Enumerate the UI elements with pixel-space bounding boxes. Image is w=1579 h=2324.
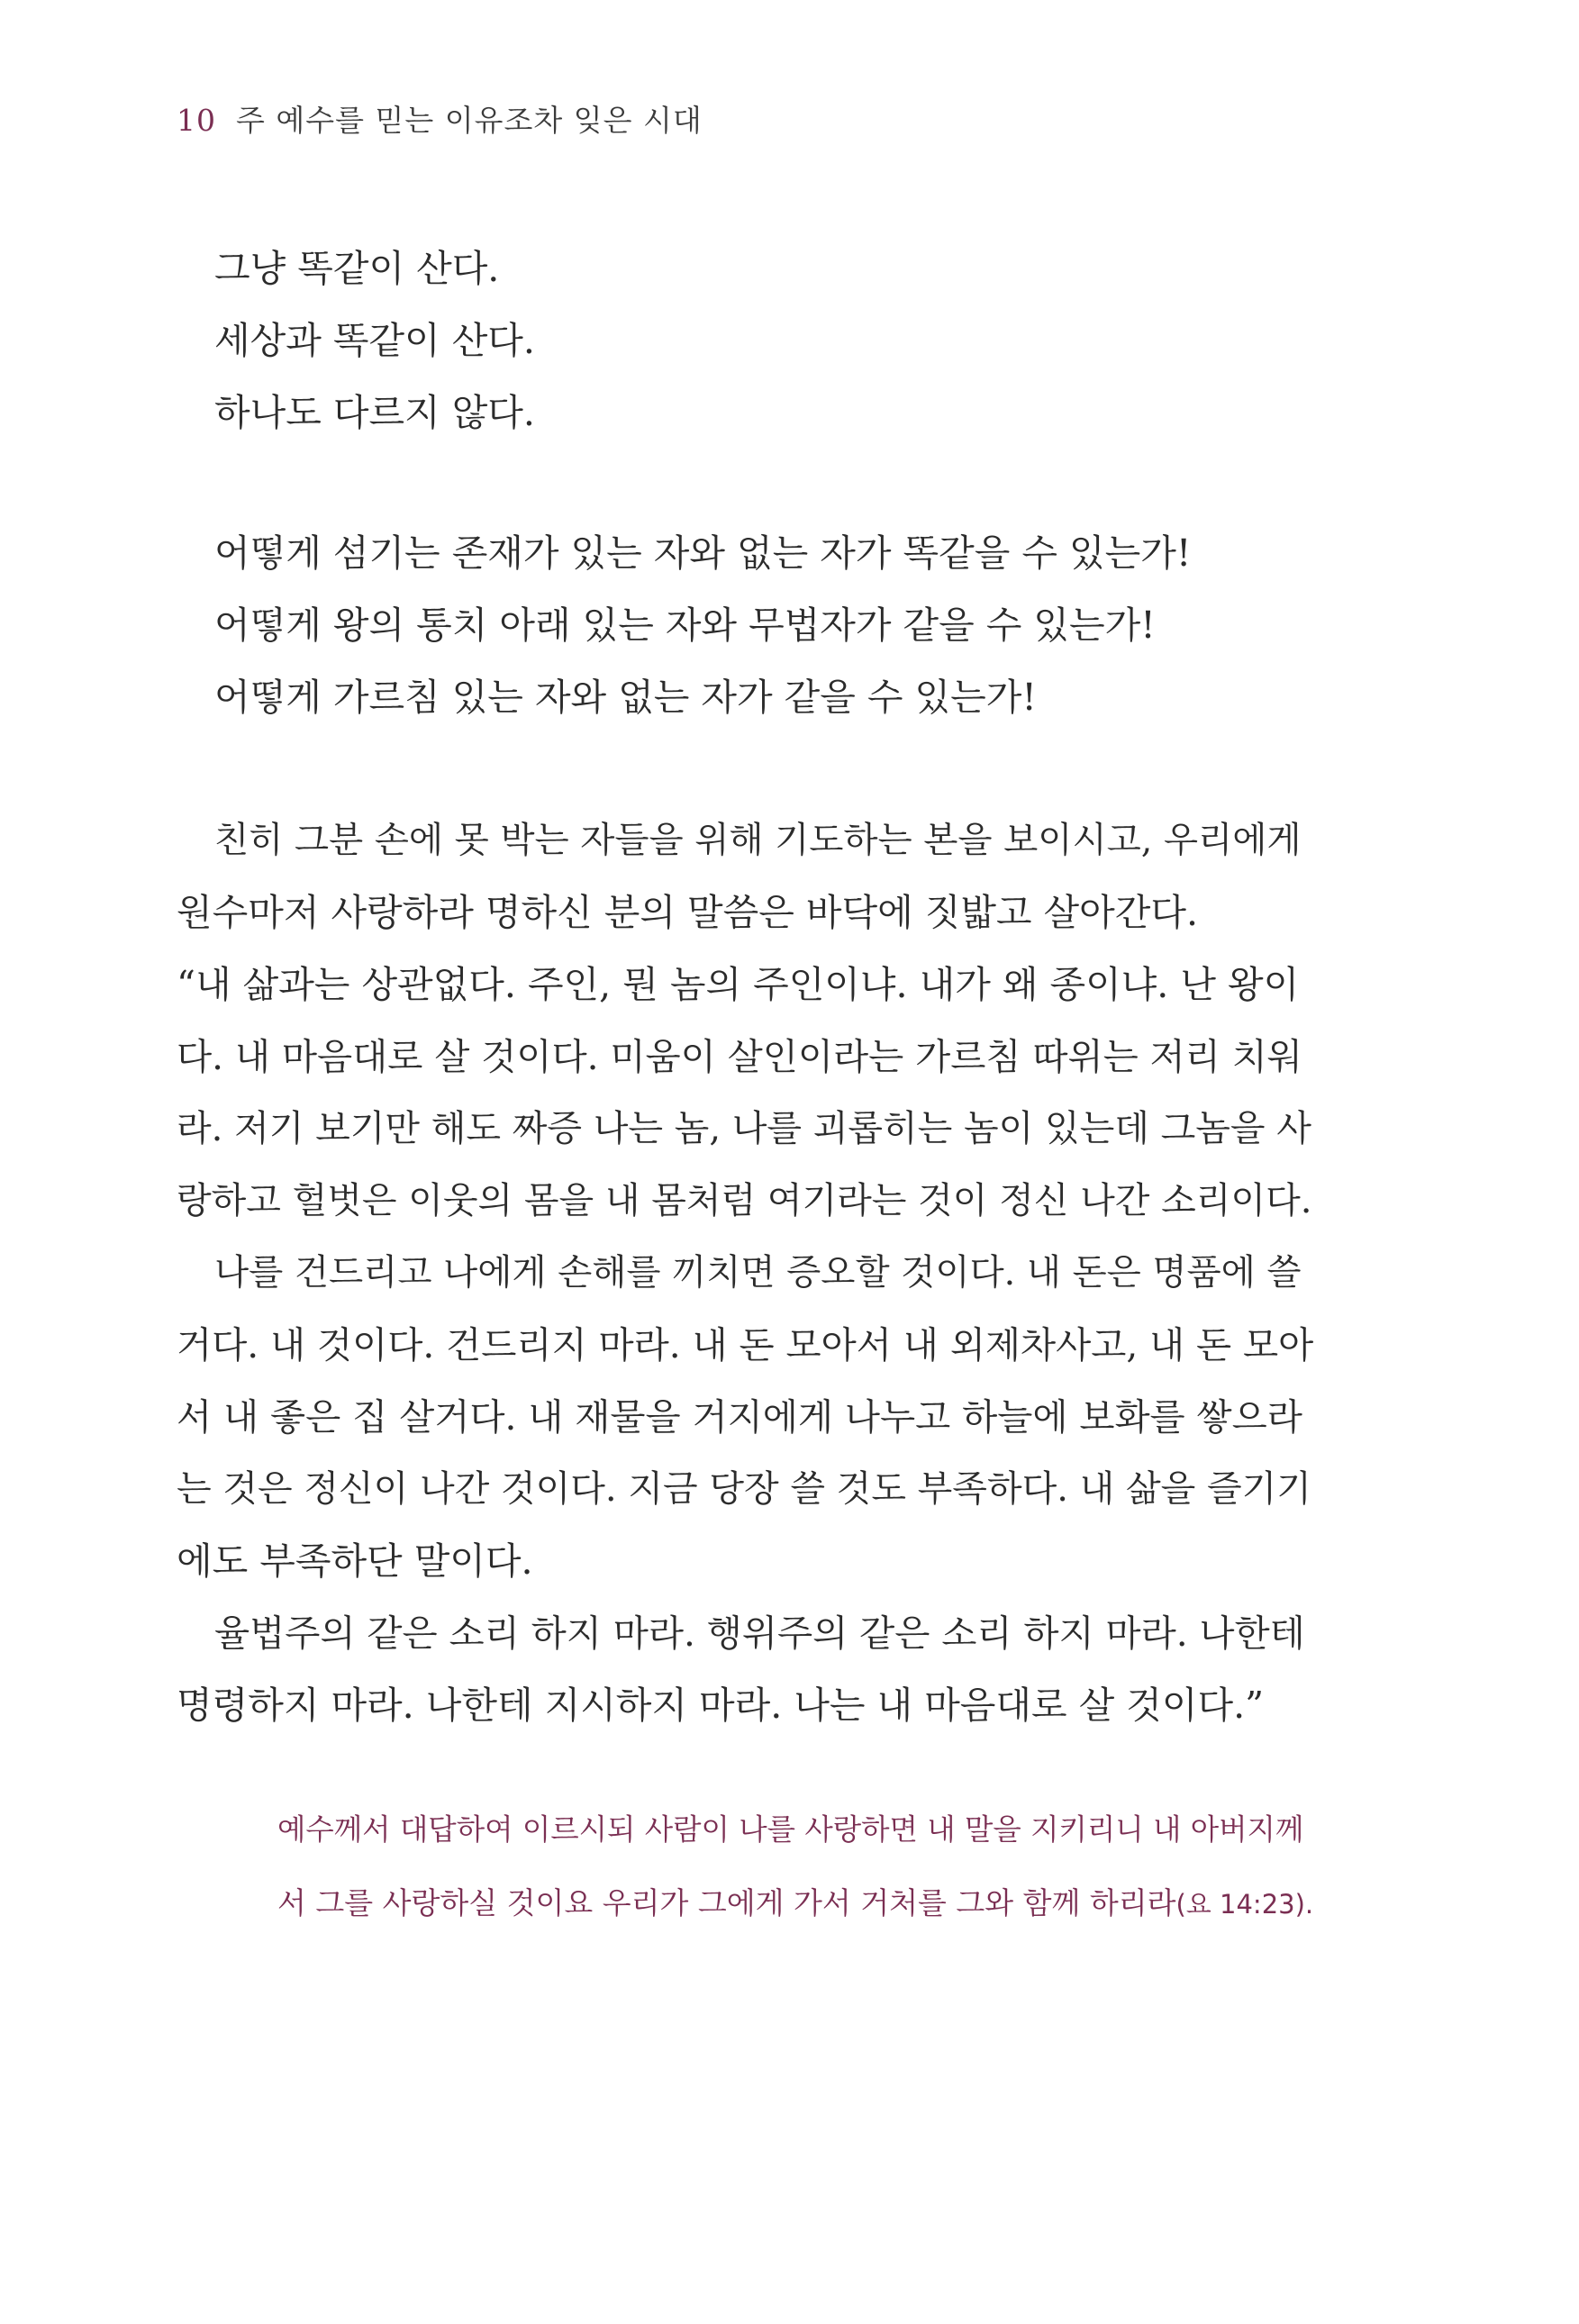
verse-line: 서 그를 사랑하실 것이요 우리가 그에게 가서 거처를 그와 함께 하리라 bbox=[277, 1885, 1176, 1920]
text-line: 다. 내 마음대로 살 것이다. 미움이 살인이라는 가르침 따위는 저리 치워 bbox=[177, 1035, 1302, 1078]
running-header bbox=[177, 97, 703, 140]
text-line: 친히 그분 손에 못 박는 자들을 위해 기도하는 본을 보이시고, 우리에게 bbox=[214, 820, 1302, 861]
body-paragraph bbox=[177, 804, 1313, 1741]
verse-reference: (요 14:23). bbox=[1175, 1889, 1313, 1920]
text-line: 서 내 좋은 집 살거다. 내 재물을 거지에게 나누고 하늘에 보화를 쌓으라 bbox=[177, 1395, 1302, 1439]
text-line: 하나도 다르지 않다. bbox=[214, 391, 535, 434]
text-line: 랑하고 헐벗은 이웃의 몸을 내 몸처럼 여기라는 것이 정신 나간 소리이다. bbox=[177, 1180, 1312, 1221]
text-line: 거다. 내 것이다. 건드리지 마라. 내 돈 모아서 내 외제차사고, 내 돈 모아 bbox=[177, 1323, 1313, 1366]
text-line: 라. 저기 보기만 해도 짜증 나는 놈, 나를 괴롭히는 놈이 있는데 그놈을 사 bbox=[177, 1108, 1311, 1149]
verse-line: 예수께서 대답하여 이르시되 사람이 나를 사랑하면 내 말을 지키리니 내 아버지께 bbox=[277, 1812, 1304, 1847]
book-title: 주 예수를 믿는 이유조차 잊은 시대 bbox=[236, 103, 703, 138]
text-line: 에도 부족하단 말이다. bbox=[177, 1539, 533, 1583]
stanza-2 bbox=[177, 517, 1313, 733]
text-line: 어떻게 왕의 통치 아래 있는 자와 무법자가 같을 수 있는가! bbox=[214, 604, 1156, 647]
text-line: “내 삶과는 상관없다. 주인, 뭔 놈의 주인이냐. 내가 왜 종이냐. 난 왕이 bbox=[177, 963, 1300, 1006]
text-line: 그냥 똑같이 산다. bbox=[214, 247, 500, 290]
text-line: 는 것은 정신이 나간 것이다. 지금 당장 쓸 것도 부족하다. 내 삶을 즐기기 bbox=[177, 1468, 1311, 1510]
stanza-1 bbox=[177, 232, 1313, 449]
verse-line-with-reference bbox=[277, 1866, 1313, 1941]
page-number: 10 bbox=[177, 103, 216, 138]
text-line: 어떻게 섬기는 존재가 있는 자와 없는 자가 똑같을 수 있는가! bbox=[214, 531, 1192, 575]
text-line: 나를 건드리고 나에게 손해를 끼치면 증오할 것이다. 내 돈은 명품에 쓸 bbox=[214, 1252, 1302, 1294]
text-line: 세상과 똑같이 산다. bbox=[214, 319, 535, 362]
scripture-quote bbox=[277, 1793, 1313, 1941]
text-line: 율법주의 같은 소리 하지 마라. 행위주의 같은 소리 하지 마라. 나한테 bbox=[214, 1611, 1305, 1655]
text-line: 원수마저 사랑하라 명하신 분의 말씀은 바닥에 짓밟고 살아간다. bbox=[177, 891, 1199, 934]
text-line: 어떻게 가르침 있는 자와 없는 자가 같을 수 있는가! bbox=[214, 676, 1037, 719]
text-line: 명령하지 마라. 나한테 지시하지 마라. 나는 내 마음대로 살 것이다.” bbox=[177, 1684, 1265, 1727]
